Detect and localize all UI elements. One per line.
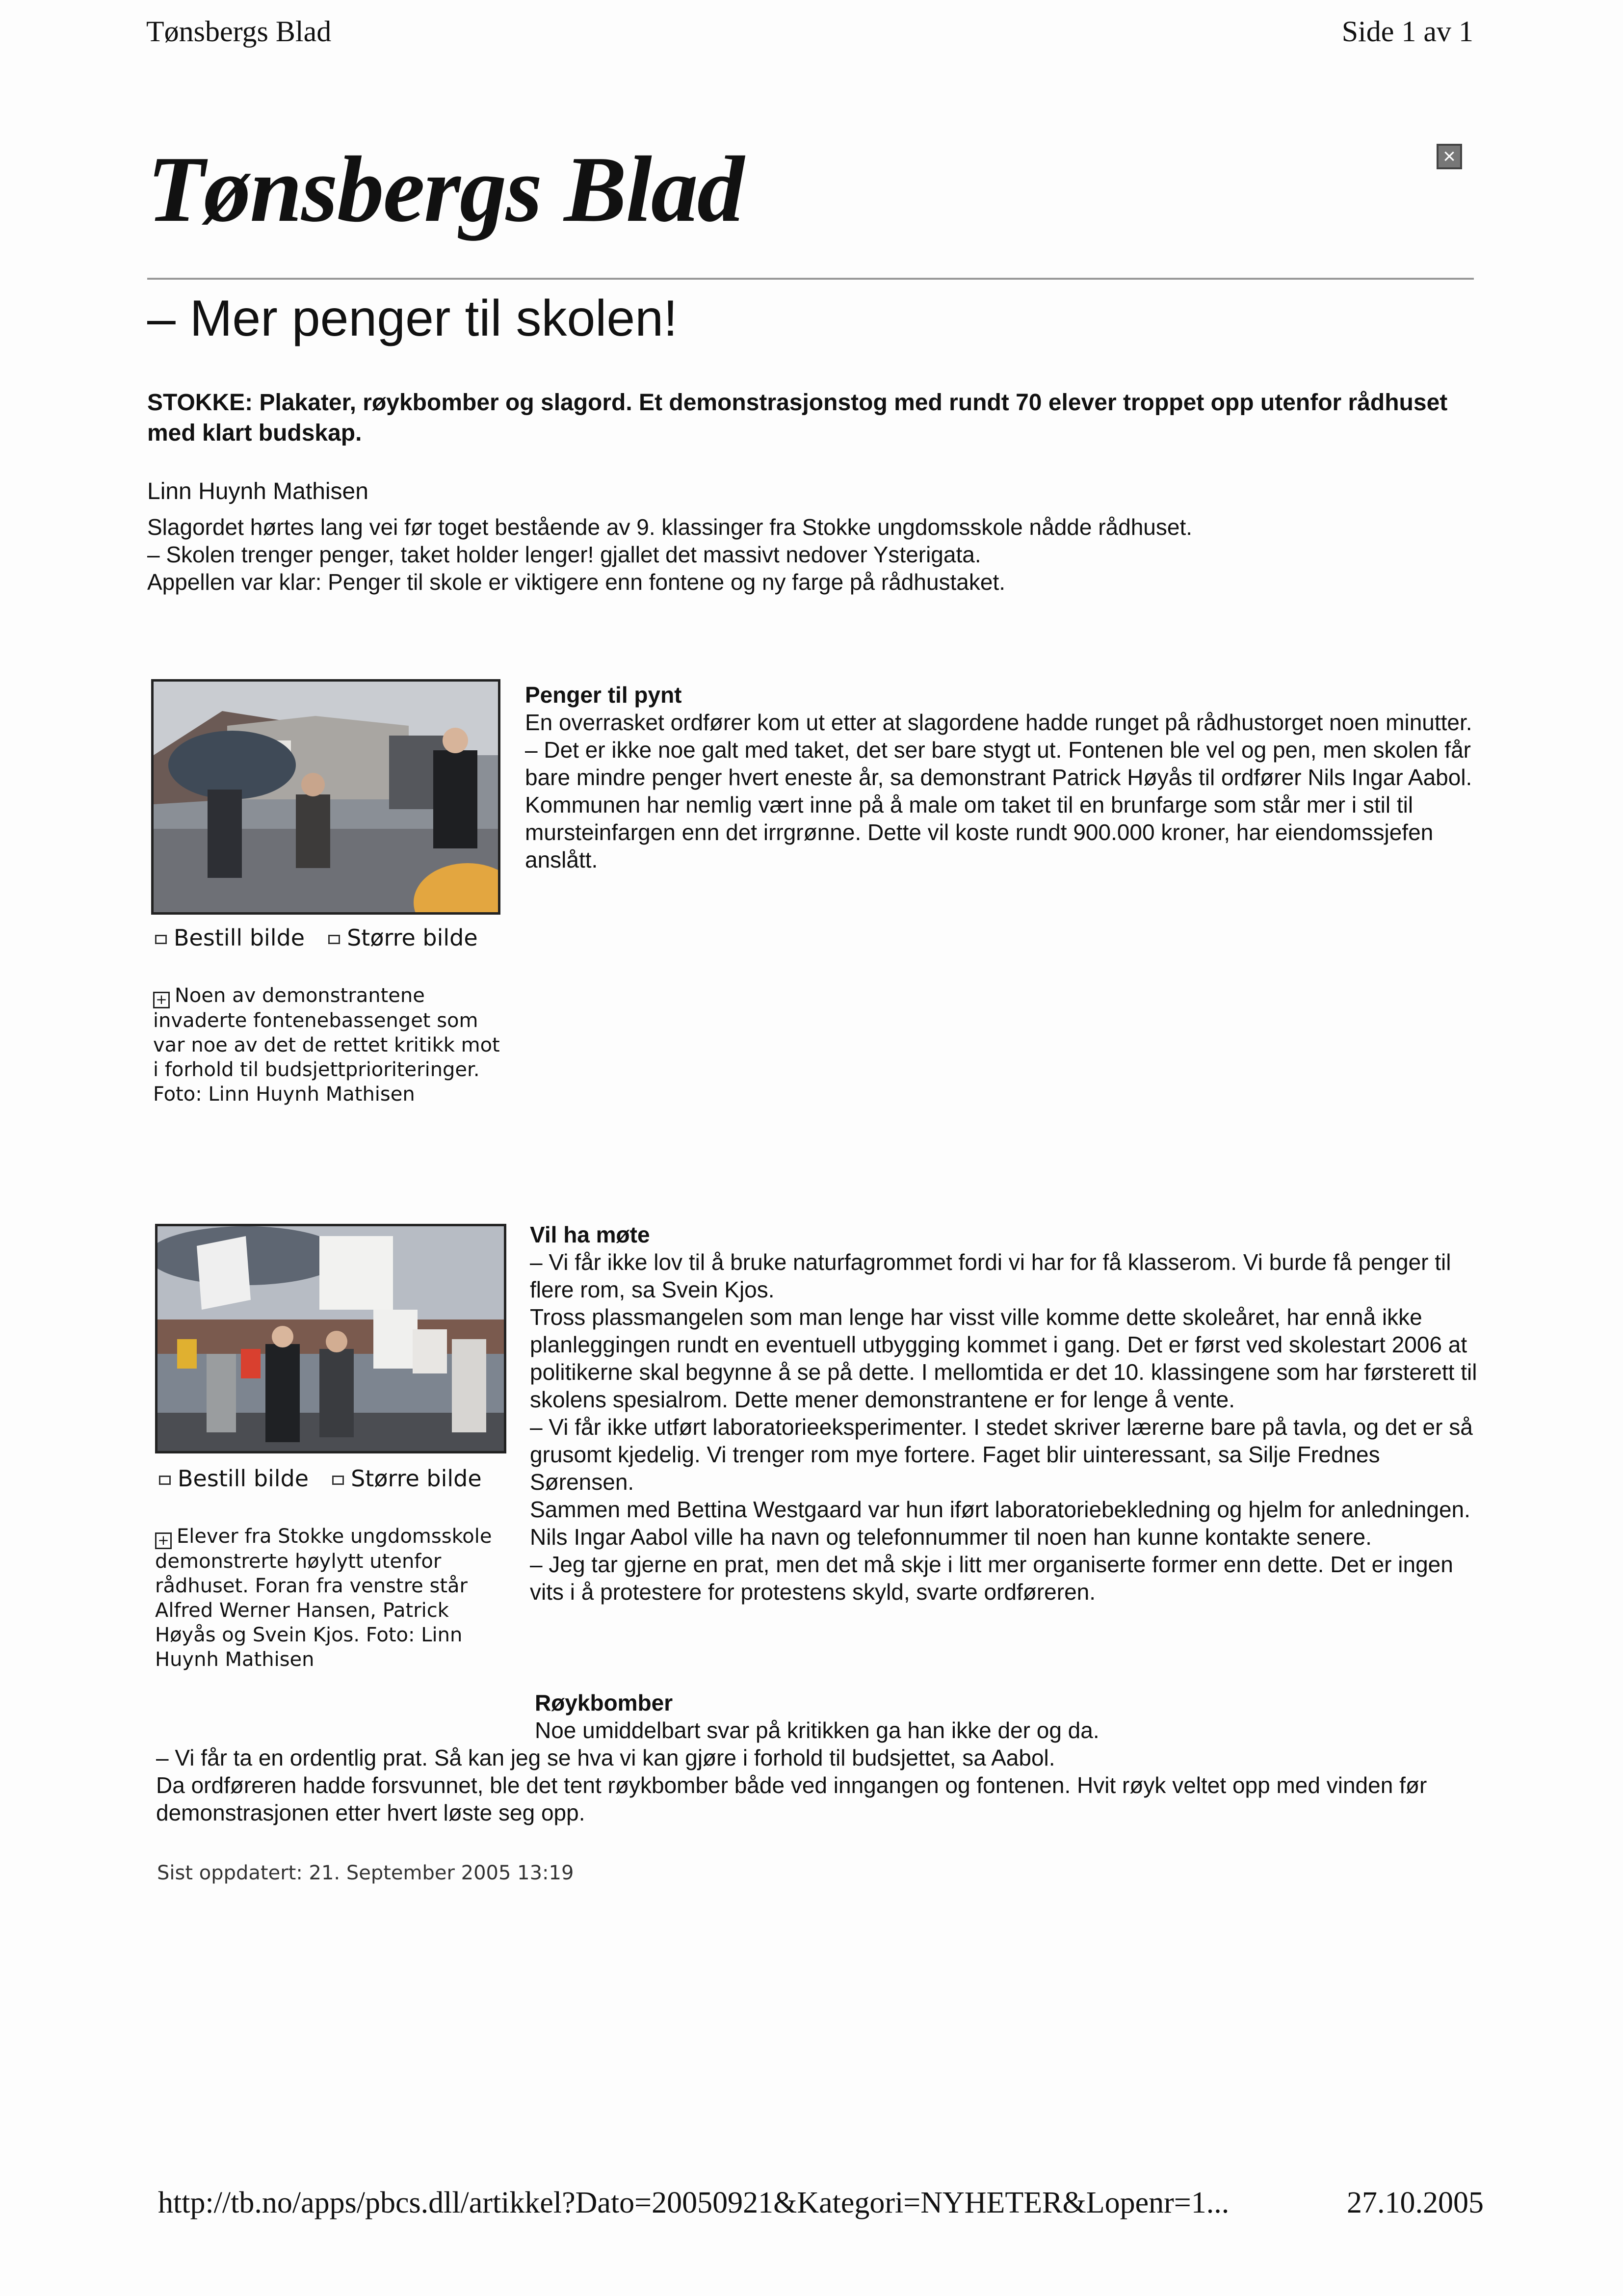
section-paragraph: Noe umiddelbart svar på kritikken ga han ikke der og da. [535, 1717, 1099, 1743]
photo-demonstration-image [157, 1226, 504, 1451]
article-intro [147, 513, 1496, 596]
section-paragraph: Kommunen har nemlig vært inne på å male om taket til en brunfarge som står mer i stil til mursteinfargen enn det irrgrønne. Dette vil koste rundt 900.000 kroner, har eiendomssjefen anslått. [525, 792, 1434, 872]
section-heading: Vil ha møte [530, 1222, 650, 1247]
section-paragraph: Da ordføreren hadde forsvunnet, ble det tent røykbomber både ved inngangen og fontenen. Hvit røyk veltet opp med vinden før demonstrasjonen etter hvert løste seg opp. [156, 1772, 1427, 1825]
intro-paragraph: Slagordet hørtes lang vei før toget bestående av 9. klassinger fra Stokke ungdomsskole nådde rådhuset. [147, 514, 1193, 540]
section-paragraph: – Vi får ikke utført laboratorieeksperimenter. I stedet skriver lærerne bare på tavla, og det er så grusomt kjedelig. Vi trenger rom mye fortere. Faget blir uinteressant, sa Silje Frednes Sørensen. [530, 1414, 1473, 1495]
order-photo-link[interactable]: Bestill bilde [159, 1465, 309, 1492]
close-icon[interactable]: × [1437, 144, 1462, 169]
enlarge-photo-link[interactable]: Større bilde [332, 1465, 482, 1492]
photo-fountain-caption [153, 983, 506, 1107]
section-paragraph: Nils Ingar Aabol ville ha navn og telefonnummer til noen han kunne kontakte senere. [530, 1524, 1372, 1550]
section-paragraph: – Det er ikke noe galt med taket, det ser bare stygt ut. Fontenen ble vel og pen, men skolen får bare mindre penger hvert eneste år, sa demonstrant Patrick Høyås til ordfører Nils Ingar Aabol. [525, 737, 1472, 790]
section-paragraph: – Vi får ikke lov til å bruke naturfagrommet fordi vi har for få klasserom. Vi burde få penger til flere rom, sa Svein Kjos. [530, 1249, 1451, 1302]
caption-text: Noen av demonstrantene invaderte fontenebassenget som var noe av det de rettet kritikk mot i forhold til budsjettprioriteringer. Foto: Linn Huynh Mathisen [153, 984, 500, 1106]
article-photo-demonstration[interactable] [155, 1224, 506, 1453]
intro-paragraph: – Skolen trenger penger, taket holder lenger! gjallet det massivt nedover Ysterigata. [147, 542, 981, 567]
expand-icon[interactable]: + [155, 1532, 172, 1549]
square-bullet-icon [155, 935, 167, 944]
article-photo-fountain[interactable] [151, 679, 500, 915]
section-paragraph: – Jeg tar gjerne en prat, men det må skje i litt mer organiserte former enn dette. Det er ingen vits i å protestere for protestens skyld, svarte ordføreren. [530, 1552, 1453, 1605]
last-updated: Sist oppdatert: 21. September 2005 13:19 [157, 1862, 574, 1884]
square-bullet-icon [159, 1476, 171, 1485]
section-vil-ha-mote [530, 1221, 1487, 1606]
article-headline: – Mer penger til skolen! [147, 290, 678, 347]
section-paragraph: En overrasket ordfører kom ut etter at slagordene hadde runget på rådhustorget noen minutter. [525, 710, 1472, 735]
section-heading: Penger til pynt [525, 682, 682, 708]
article-byline: Linn Huynh Mathisen [147, 478, 368, 504]
photo-demonstration-links [159, 1465, 505, 1492]
masthead-divider [147, 278, 1474, 280]
masthead-logo[interactable]: Tønsbergs Blad [147, 137, 743, 241]
caption-text: Elever fra Stokke ungdomsskole demonstrerte høylytt utenfor rådhuset. Foran fra venstre står Alfred Werner Hansen, Patrick Høyås og Svein Kjos. Foto: Linn Huynh Mathisen [155, 1525, 492, 1671]
enlarge-photo-link[interactable]: Større bilde [328, 924, 478, 951]
section-penger-til-pynt [525, 681, 1487, 873]
photo-demonstration-caption [155, 1524, 508, 1672]
print-header-page-counter: Side 1 av 1 [1341, 15, 1473, 48]
print-footer-url: http://tb.no/apps/pbcs.dll/artikkel?Dato=20050921&Kategori=NYHETER&Lopenr=1... [158, 2186, 1230, 2219]
photo-fountain-links [155, 924, 501, 951]
photo-fountain-image [154, 682, 498, 912]
section-paragraph: Sammen med Bettina Westgaard var hun iført laboratoriebekledning og hjelm for anledningen. [530, 1497, 1470, 1522]
print-footer-date: 27.10.2005 [1347, 2186, 1484, 2219]
section-paragraph: Tross plassmangelen som man lenge har visst ville komme dette skoleåret, har ennå ikke planleggingen rundt en eventuell utbygging kommet i gang. Det er først ved skolestart 2006 at politikerne skal begynne å se på dette. I mellomtida er det 10. klassingene som har førsterett til skolens spesialrom. Dette mener demonstrantene er for lenge å vente. [530, 1304, 1477, 1412]
square-bullet-icon [328, 935, 340, 944]
section-paragraph: – Vi får ta en ordentlig prat. Så kan jeg se hva vi kan gjøre i forhold til budsjettet, sa Aabol. [156, 1745, 1055, 1770]
square-bullet-icon [332, 1476, 344, 1485]
section-roykbomber-body [156, 1744, 1500, 1826]
intro-paragraph: Appellen var klar: Penger til skole er viktigere enn fontene og ny farge på rådhustaket. [147, 569, 1006, 595]
order-photo-link[interactable]: Bestill bilde [155, 924, 305, 951]
section-heading: Røykbomber [535, 1690, 673, 1715]
section-roykbomber [535, 1689, 1496, 1744]
expand-icon[interactable]: + [153, 992, 170, 1008]
print-header-site: Tønsbergs Blad [146, 15, 332, 48]
article-lead: STOKKE: Plakater, røykbomber og slagord. Et demonstrasjonstog med rundt 70 elever troppet opp utenfor rådhuset med klart budskap. [147, 390, 1448, 446]
